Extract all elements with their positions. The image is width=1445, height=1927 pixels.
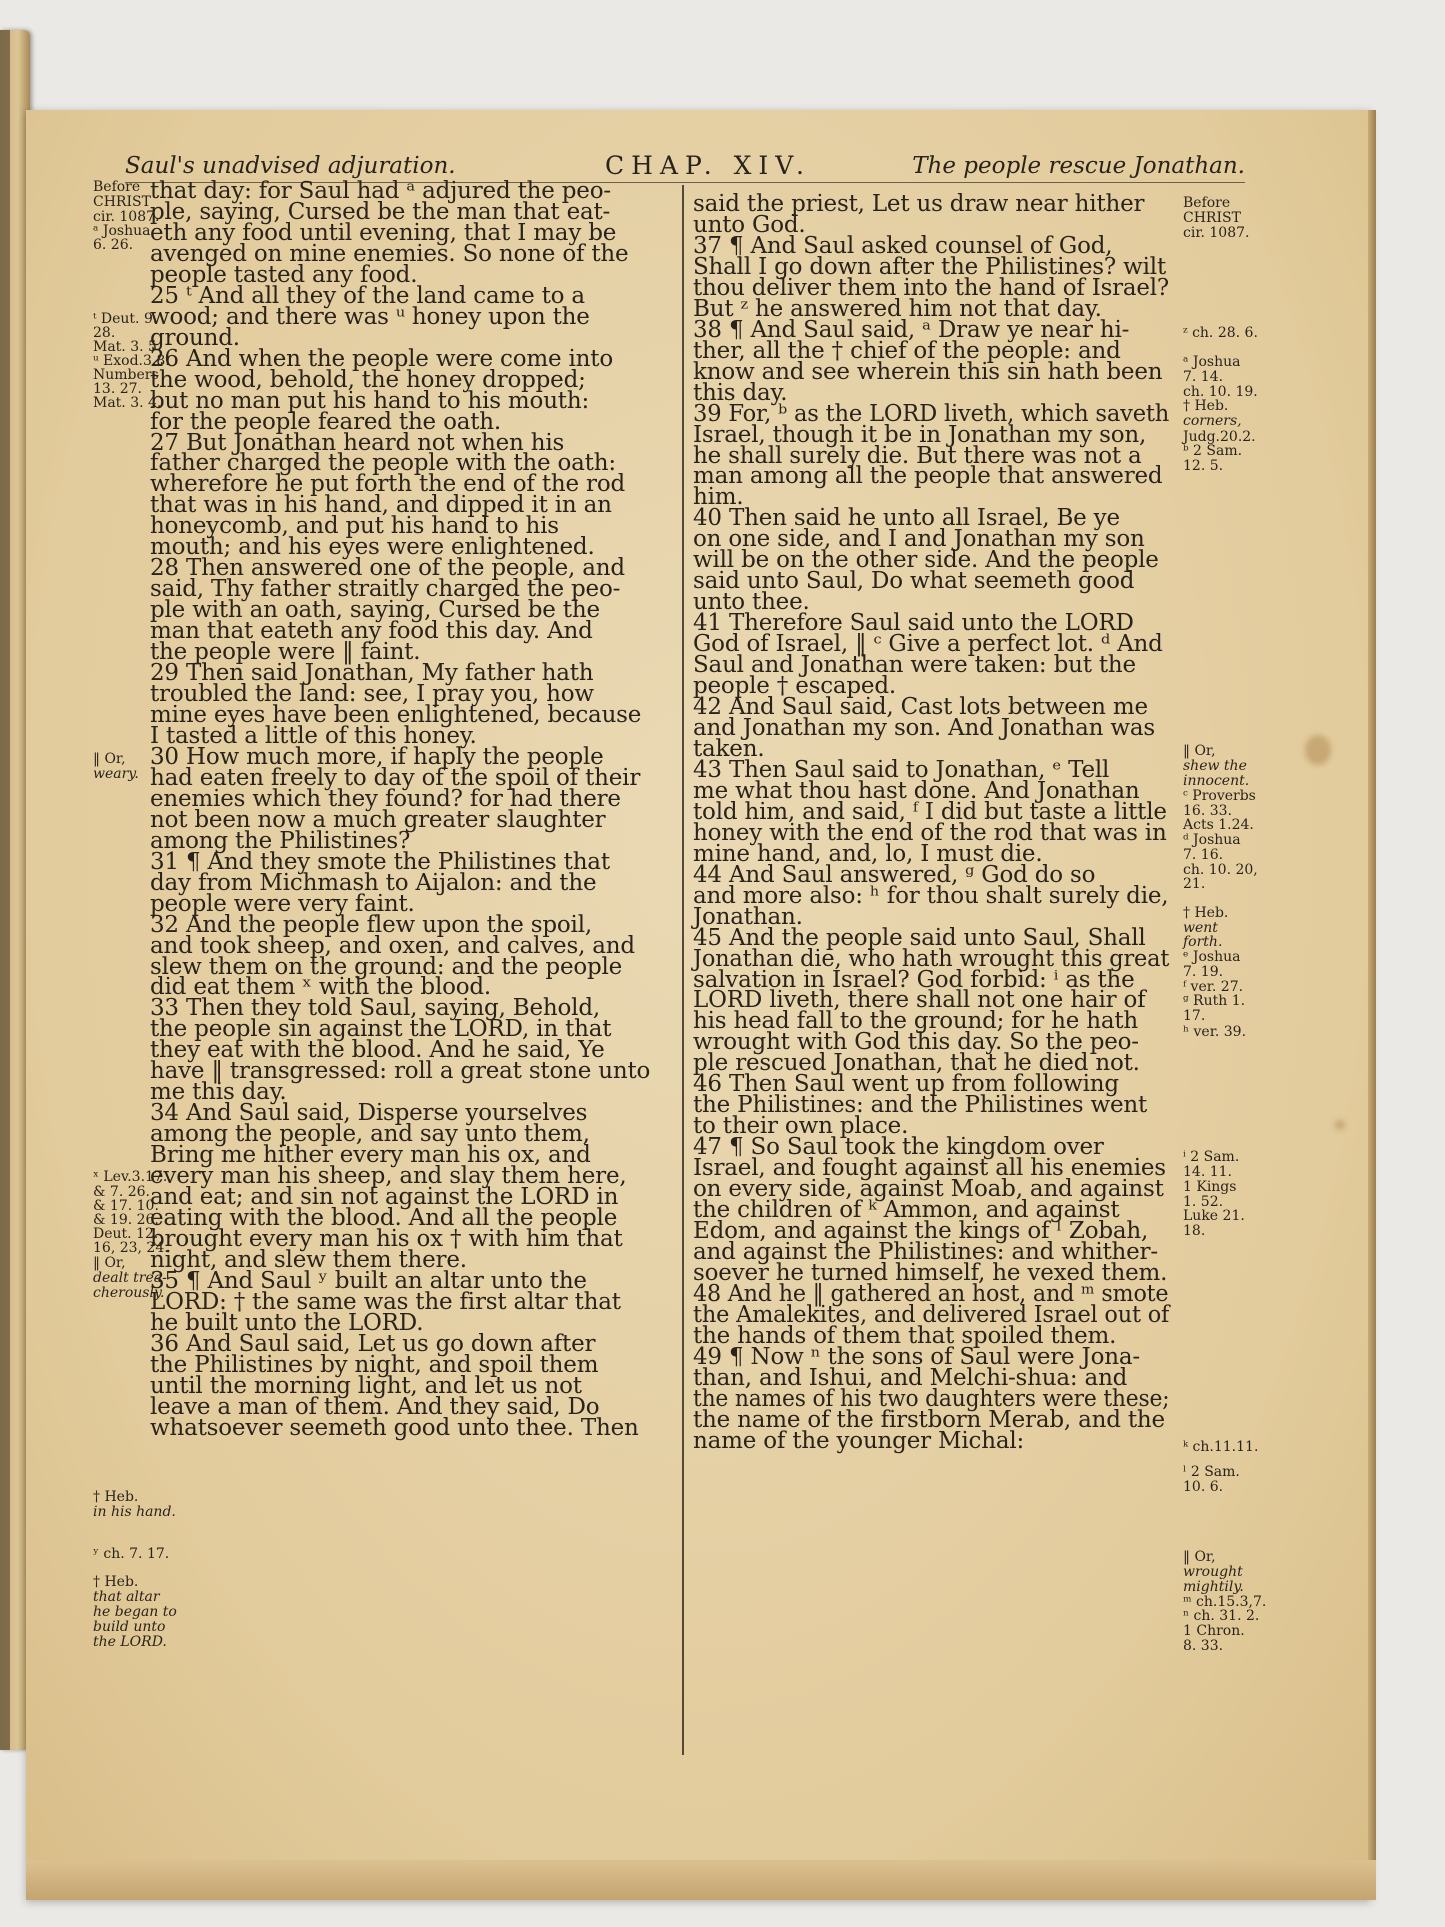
margin-note: Mat. 3. 4.: [93, 395, 162, 411]
text-line: honeycomb, and put his hand to his: [150, 513, 559, 540]
margin-note: ᵈ Joshua: [1183, 832, 1241, 848]
text-line: taken.: [693, 735, 765, 762]
text-line: LORD: † the same was the first altar that: [150, 1288, 621, 1315]
text-line: 44 And Saul answered, ᵍ God do so: [693, 861, 1096, 888]
text-line: Shall I go down after the Philistines? wilt: [693, 253, 1166, 280]
text-line: this day.: [693, 379, 788, 406]
text-line: 26 And when the people were come into: [150, 345, 613, 372]
text-line: the Philistines: and the Philistines went: [693, 1092, 1148, 1119]
margin-note: ⁱ 2 Sam.: [1183, 1149, 1240, 1165]
text-line: the wood, behold, the honey dropped;: [150, 366, 586, 393]
margin-note: 10. 6.: [1183, 1479, 1224, 1495]
text-line: wherefore he put forth the end of the rod: [150, 471, 625, 498]
margin-note: 14. 11.: [1183, 1164, 1232, 1180]
margin-note: ᵐ ch.15.3,7.: [1183, 1594, 1267, 1610]
text-line: ple, saying, Cursed be the man that eat-: [150, 198, 611, 225]
text-line: 40 Then said he unto all Israel, Be ye: [693, 505, 1120, 532]
text-line: he built unto the LORD.: [150, 1309, 424, 1336]
text-line: LORD liveth, there shall not one hair of: [693, 987, 1146, 1014]
margin-note: 16. 33.: [1183, 803, 1232, 819]
text-line: the Amalekites, and delivered Israel out of: [693, 1301, 1170, 1328]
margin-note: ᶜ Proverbs: [1183, 788, 1256, 804]
margin-note: & 19. 26.: [93, 1212, 159, 1228]
text-line: 36 And Saul said, Let us go down after: [150, 1330, 596, 1357]
text-line: I tasted a little of this honey.: [150, 722, 477, 749]
text-line: and against the Philistines: and whither-: [693, 1239, 1158, 1265]
margin-note: ʸ ch. 7. 17.: [93, 1546, 170, 1562]
margin-note: 1 Kings: [1183, 1179, 1237, 1195]
margin-note: Before: [1183, 195, 1231, 211]
margin-note: cir. 1087.: [1183, 225, 1250, 241]
margin-note: went: [1183, 920, 1218, 936]
text-line: to their own place.: [693, 1113, 909, 1140]
margin-note: ʰ ver. 39.: [1183, 1024, 1247, 1040]
margin-note: † Heb.: [93, 1574, 139, 1590]
text-line: every man his sheep, and slay them here,: [150, 1163, 627, 1190]
margin-note: ‖ Or,: [93, 1255, 126, 1271]
text-line: said, Thy father straitly charged the peo-: [150, 576, 621, 603]
margin-note: Mat. 3. 5.: [93, 339, 162, 355]
margin-note: CHRIST: [1183, 210, 1241, 226]
text-line: until the morning light, and let us not: [150, 1372, 582, 1399]
text-line: avenged on mine enemies. So none of the: [150, 240, 629, 267]
text-line: the Philistines by night, and spoil them: [150, 1351, 599, 1378]
text-line: on one side, and I and Jonathan my son: [693, 526, 1145, 553]
text-line: his head fall to the ground; for he hath: [693, 1008, 1139, 1035]
margin-note: † Heb.: [1183, 905, 1229, 921]
text-line: name of the younger Michal:: [693, 1427, 1025, 1454]
text-line: 25 ᵗ And all they of the land came to a: [150, 282, 585, 309]
text-line: they eat with the blood. And he said, Ye: [150, 1037, 605, 1064]
text-line: mine hand, and, lo, I must die.: [693, 840, 1043, 867]
text-line: and Jonathan my son. And Jonathan was: [693, 715, 1155, 741]
margin-note: ‖ Or,: [1183, 1549, 1216, 1565]
text-line: 49 ¶ Now ⁿ the sons of Saul were Jona-: [693, 1343, 1140, 1370]
text-line: father charged the people with the oath:: [150, 450, 616, 477]
text-line: 29 Then said Jonathan, My father hath: [150, 660, 594, 687]
text-line: eating with the blood. And all the people: [150, 1205, 618, 1232]
margin-note: 16, 23, 24.: [93, 1240, 169, 1256]
text-line: will be on the other side. And the people: [693, 547, 1159, 574]
margin-note: 13. 27.: [93, 381, 142, 397]
text-line: the hands of them that spoiled them.: [693, 1322, 1117, 1349]
page-bottom-edge: [26, 1860, 1376, 1900]
text-line: 47 ¶ So Saul took the kingdom over: [693, 1134, 1104, 1161]
text-line: the names of his two daughters were these;: [693, 1385, 1170, 1412]
text-line: people † escaped.: [693, 673, 896, 700]
text-line: man that eateth any food this day. And: [150, 618, 593, 645]
chapter-heading: CHAP. XIV.: [605, 151, 811, 180]
text-line: among the people, and say unto them,: [150, 1121, 590, 1148]
margin-note: forth.: [1183, 934, 1223, 950]
text-line: 35 ¶ And Saul ʸ built an altar unto the: [150, 1267, 587, 1294]
text-line: Israel, and fought against all his enemies: [693, 1155, 1166, 1182]
text-line: slew them on the ground: and the people: [150, 953, 623, 980]
page-right-edge: [1368, 110, 1376, 1900]
margin-note: innocent.: [1183, 773, 1250, 789]
text-line: enemies which they found? for had there: [150, 785, 621, 812]
text-line: day from Michmash to Aijalon: and the: [150, 869, 597, 896]
text-line: night, and slew them there.: [150, 1246, 467, 1273]
text-line: had eaten freely to day of the spoil of their: [150, 764, 641, 791]
text-line: leave a man of them. And they said, Do: [150, 1393, 600, 1420]
text-line: 43 Then Saul said to Jonathan, ᵉ Tell: [693, 756, 1110, 783]
text-line: 39 For, ᵇ as the LORD liveth, which saveth: [693, 400, 1170, 427]
margin-note: & 7. 26.: [93, 1184, 150, 1200]
text-line: salvation in Israel? God forbid: ⁱ as the: [693, 966, 1135, 993]
text-line: 42 And Saul said, Cast lots between me: [693, 694, 1148, 721]
text-line: Israel, though it be in Jonathan my son,: [693, 421, 1147, 448]
text-line: and eat; and sin not against the LORD in: [150, 1184, 619, 1211]
margin-note: 1. 52.: [1183, 1194, 1224, 1210]
text-line: than, and Ishui, and Melchi-shua: and: [693, 1364, 1128, 1391]
text-line: mine eyes have been enlightened, because: [150, 702, 642, 728]
text-line: not been now a much greater slaughter: [150, 806, 606, 833]
margin-note: ᵘ Exod.3.8.: [93, 353, 170, 369]
margin-note: 12. 5.: [1183, 458, 1224, 474]
margin-note: weary.: [93, 766, 139, 782]
text-line: Saul and Jonathan were taken: but the: [693, 652, 1136, 679]
margin-note: 7. 19.: [1183, 964, 1224, 980]
margin-note: Luke 21.: [1183, 1208, 1245, 1224]
margin-note: the LORD.: [93, 1634, 167, 1650]
margin-note: he began to: [93, 1604, 177, 1620]
margin-note: 8. 33.: [1183, 1638, 1224, 1654]
text-line: 48 And he ‖ gathered an host, and ᵐ smote: [693, 1280, 1169, 1307]
margin-note: 28.: [93, 325, 116, 341]
margin-note: ˡ 2 Sam.: [1183, 1464, 1240, 1480]
page-stain: [1335, 1120, 1345, 1130]
text-line: for the people feared the oath.: [150, 408, 502, 435]
margin-note: ᶻ ch. 28. 6.: [1183, 325, 1258, 341]
text-line: me this day.: [150, 1079, 287, 1106]
margin-note: Before: [93, 179, 141, 195]
text-line: unto thee.: [693, 589, 810, 616]
margin-note: in his hand.: [93, 1504, 176, 1520]
text-line: said unto Saul, Do what seemeth good: [693, 568, 1135, 595]
margin-note: wrought: [1183, 1564, 1243, 1580]
text-line: among the Philistines?: [150, 827, 411, 854]
running-head-left: Saul's unadvised adjuration.: [125, 153, 456, 179]
text-line: troubled the land: see, I pray you, how: [150, 681, 594, 708]
text-line: the people sin against the LORD, in that: [150, 1016, 612, 1043]
margin-note: ᵉ Joshua: [1183, 949, 1241, 965]
margin-note: ˣ Lev.3.17.: [93, 1169, 168, 1185]
text-line: on every side, against Moab, and against: [693, 1176, 1164, 1203]
text-line: unto God.: [693, 211, 806, 238]
margin-note: 1 Chron.: [1183, 1623, 1245, 1639]
text-line: the name of the firstborn Merab, and the: [693, 1406, 1165, 1433]
margin-note: Acts 1.24.: [1183, 817, 1254, 833]
text-line: But ᶻ he answered him not that day.: [693, 295, 1102, 322]
margin-note: dealt trea-: [93, 1270, 167, 1286]
margin-note: ᶠ ver. 27.: [1183, 979, 1244, 995]
text-line: 45 And the people said unto Saul, Shall: [693, 924, 1146, 951]
text-line: have ‖ transgressed: roll a great stone unto: [150, 1058, 651, 1085]
text-line: the children of ᵏ Ammon, and against: [693, 1197, 1120, 1224]
margin-note: build unto: [93, 1619, 166, 1635]
text-line: 41 Therefore Saul said unto the LORD: [693, 610, 1134, 637]
margin-note: 7. 16.: [1183, 847, 1224, 863]
margin-note: mightily.: [1183, 1579, 1244, 1595]
margin-note: CHRIST: [93, 194, 151, 210]
margin-note: that altar: [93, 1589, 160, 1605]
text-line: ground.: [150, 324, 240, 351]
text-line: know and see wherein this sin hath been: [693, 358, 1163, 385]
page-stain: [1305, 735, 1331, 765]
text-line: wood; and there was ᵘ honey upon the: [150, 303, 590, 330]
text-line: mouth; and his eyes were enlightened.: [150, 534, 595, 561]
margin-note: corners,: [1183, 413, 1242, 429]
margin-note: ᵃ Joshua: [1183, 354, 1241, 370]
margin-note: † Heb.: [1183, 398, 1229, 414]
margin-note: ‖ Or,: [93, 751, 126, 767]
margin-note: 6. 26.: [93, 237, 134, 253]
text-line: Jonathan.: [693, 903, 803, 930]
text-line: Bring me hither every man his ox, and: [150, 1142, 591, 1169]
text-line: 38 ¶ And Saul said, ᵃ Draw ye near hi-: [693, 316, 1130, 343]
text-line: he shall surely die. But there was not a: [693, 442, 1142, 469]
margin-note: 21.: [1183, 876, 1206, 892]
margin-note: ⁿ ch. 31. 2.: [1183, 1608, 1260, 1624]
text-line: ple with an oath, saying, Cursed be the: [150, 597, 600, 624]
text-line: and more also: ʰ for thou shalt surely die,: [693, 882, 1169, 909]
column-divider: [682, 185, 684, 1755]
margin-note: ᵗ Deut. 9.: [93, 311, 158, 327]
margin-note: ‖ Or,: [1183, 743, 1216, 759]
text-line: told him, and said, ᶠ I did but taste a little: [693, 798, 1167, 825]
text-line: honey with the end of the rod that was in: [693, 819, 1167, 846]
text-line: Jonathan die, who hath wrought this great: [693, 945, 1170, 972]
margin-note: cir. 1087.: [93, 209, 160, 225]
text-line: 28 Then answered one of the people, and: [150, 555, 625, 582]
text-line: 31 ¶ And they smote the Philistines that: [150, 848, 610, 875]
text-line: God of Israel, ‖ ᶜ Give a perfect lot. ᵈ And: [693, 631, 1163, 658]
text-line: me what thou hast done. And Jonathan: [693, 777, 1140, 804]
text-line: that was in his hand, and dipped it in an: [150, 492, 612, 519]
text-line: 46 Then Saul went up from following: [693, 1071, 1119, 1098]
margin-note: † Heb.: [93, 1489, 139, 1505]
margin-note: ᵏ ch.11.11.: [1183, 1439, 1259, 1455]
running-head-right: The people rescue Jonathan.: [912, 153, 1245, 179]
text-line: 30 How much more, if haply the people: [150, 743, 604, 770]
text-line: brought every man his ox † with him that: [150, 1226, 623, 1252]
text-line: ple rescued Jonathan, that he died not.: [693, 1050, 1140, 1077]
text-line: thou deliver them into the hand of Israel?: [693, 274, 1169, 301]
previous-page-shadow: [0, 30, 10, 1750]
text-line: eth any food until evening, that I may be: [150, 219, 617, 246]
text-line: that day: for Saul had ᵃ adjured the peo-: [150, 178, 611, 204]
text-line: him.: [693, 484, 744, 511]
text-line: people tasted any food.: [150, 261, 418, 288]
text-line: man among all the people that answered: [693, 463, 1163, 490]
text-line: soever he turned himself, he vexed them.: [693, 1259, 1168, 1286]
margin-note: ᵃ Joshua: [93, 223, 151, 239]
text-line: did eat them ˣ with the blood.: [150, 974, 492, 1001]
margin-note: cherously.: [93, 1285, 165, 1301]
margin-note: & 17. 10.: [93, 1198, 159, 1214]
margin-note: Numbers: [93, 367, 159, 383]
margin-note: ᵇ 2 Sam.: [1183, 443, 1243, 459]
text-line: the people were ‖ faint.: [150, 639, 421, 666]
margin-note: 17.: [1183, 1008, 1206, 1024]
margin-note: Judg.20.2.: [1183, 429, 1256, 445]
margin-note: 18.: [1183, 1223, 1206, 1239]
margin-note: shew the: [1183, 758, 1247, 774]
text-line: wrought with God this day. So the peo-: [693, 1029, 1139, 1056]
text-line: people were very faint.: [150, 890, 415, 917]
text-line: 34 And Saul said, Disperse yourselves: [150, 1100, 588, 1127]
text-line: 32 And the people flew upon the spoil,: [150, 911, 592, 938]
text-line: 27 But Jonathan heard not when his: [150, 429, 565, 456]
text-line: but no man put his hand to his mouth:: [150, 387, 590, 414]
text-line: Edom, and against the kings of ˡ Zobah,: [693, 1218, 1149, 1245]
margin-note: ᵍ Ruth 1.: [1183, 993, 1246, 1009]
text-line: 33 Then they told Saul, saying, Behold,: [150, 995, 600, 1022]
text-line: and took sheep, and oxen, and calves, and: [150, 932, 635, 959]
text-line: whatsoever seemeth good unto thee. Then: [150, 1414, 639, 1441]
text-line: said the priest, Let us draw near hither: [693, 191, 1145, 217]
margin-note: Deut. 12.: [93, 1226, 159, 1242]
margin-note: ch. 10. 19.: [1183, 384, 1258, 400]
margin-note: 7. 14.: [1183, 369, 1224, 385]
text-line: ther, all the † chief of the people: and: [693, 337, 1121, 364]
text-line: 37 ¶ And Saul asked counsel of God,: [693, 232, 1113, 259]
margin-note: ch. 10. 20,: [1183, 862, 1258, 878]
